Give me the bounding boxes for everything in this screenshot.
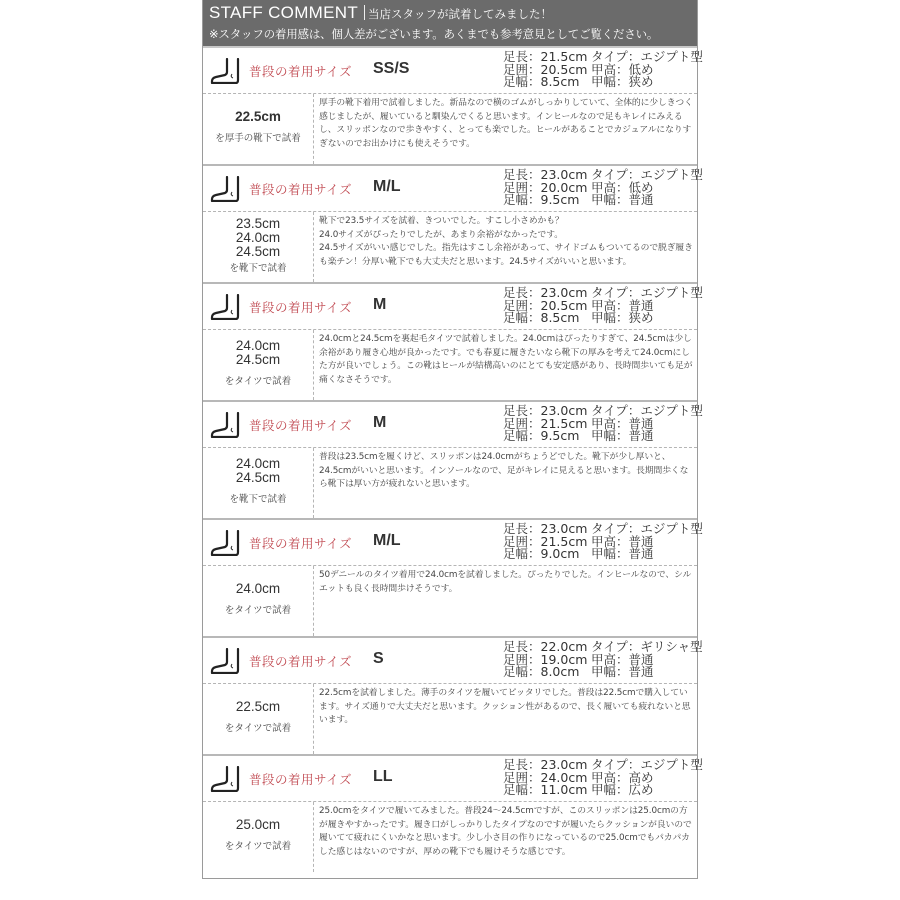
foot-type: タイプ：エジプト型: [591, 521, 703, 536]
tried-note: を靴下で試着: [229, 494, 287, 505]
staff-comment-text: 22.5cmを試着しました。薄手のタイツを履いてピッタリでした。普段は22.5cmで購入しています。サイズ通りで大丈夫だと思います。クッション性があるので、長く履いても疲れないと思います。: [313, 684, 697, 754]
foot-girth: 足囲：20.0cm: [503, 179, 588, 195]
tried-sizes: [203, 448, 313, 518]
foot-width: 足幅：8.5cm: [503, 74, 580, 89]
instep-height: 甲高：低め: [591, 61, 654, 77]
instep-width: 甲幅：普通: [591, 192, 654, 207]
instep-width: 甲幅：狭め: [591, 310, 654, 325]
usual-size-label: 普段の着用サイズ: [249, 300, 353, 315]
entry-header: [203, 402, 703, 448]
foot-specs: [503, 51, 703, 89]
foot-type: タイプ：エジプト型: [591, 403, 703, 418]
foot-specs: [503, 169, 703, 207]
foot-girth: 足囲：21.5cm: [503, 533, 588, 549]
foot-type: タイプ：エジプト型: [591, 167, 703, 182]
header-subtitle: 当店スタッフが試着してみました！: [368, 7, 553, 21]
instep-width: 甲幅：普通: [591, 546, 654, 561]
entry-body: [203, 330, 697, 400]
usual-size-label: 普段の着用サイズ: [249, 536, 353, 551]
entry-header: [203, 520, 703, 566]
staff-comment-header: [203, 0, 697, 46]
tried-note: をタイツで試着: [224, 723, 292, 734]
instep-height: 甲高：普通: [591, 297, 654, 313]
foot-type: タイプ：ギリシャ型: [591, 639, 703, 654]
instep-width: 甲幅：普通: [591, 664, 654, 679]
tried-note: を靴下で試着: [229, 262, 287, 274]
tried-size: 25.0cm: [235, 817, 281, 832]
staff-entry: [203, 636, 703, 754]
entry-body: [203, 684, 697, 754]
entry-header: [203, 284, 703, 330]
tried-size: 24.0cm: [235, 338, 281, 353]
foot-length: 足長：23.0cm: [503, 167, 588, 182]
foot-specs: [503, 641, 703, 679]
foot-specs: [503, 287, 703, 325]
usual-size-value: S: [373, 650, 384, 667]
instep-width: 甲幅：狭め: [591, 74, 654, 89]
usual-size-label: 普段の着用サイズ: [249, 654, 353, 669]
header-disclaimer: ※スタッフの着用感は、個人差がございます。あくまでも参考意見としてご覧ください。: [209, 27, 659, 41]
staff-comment-text: 靴下で23.5サイズを試着、きついでした。すこし小さめかも？ 24.0サイズがぴったりでしたが、あまり余裕がなかったです。 24.5サイズがいい感じでした。指先はすこし余裕があって、サイドゴムもついてるので脱ぎ履きも楽チン！分厚い靴下でも大丈夫だと思います。24.5サイズがいいと思います。: [313, 212, 697, 282]
instep-height: 甲高：普通: [591, 651, 654, 667]
entry-body: [203, 94, 697, 164]
tried-note: を厚手の靴下で試着: [215, 133, 301, 144]
entry-body: [203, 212, 697, 282]
tried-size: 24.0cm: [235, 456, 281, 471]
tried-sizes: [203, 94, 313, 164]
instep-height: 甲高：普通: [591, 533, 654, 549]
tried-note: をタイツで試着: [224, 841, 292, 852]
tried-sizes: [203, 802, 313, 872]
staff-entry: [203, 518, 703, 636]
foot-width: 足幅：11.0cm: [503, 782, 588, 797]
instep-height: 甲高：高め: [591, 769, 654, 785]
foot-icon: [210, 176, 240, 202]
foot-length: 足長：22.0cm: [503, 639, 588, 654]
foot-type: タイプ：エジプト型: [591, 757, 703, 772]
foot-width: 足幅：8.0cm: [503, 664, 580, 679]
foot-length: 足長：23.0cm: [503, 285, 588, 300]
foot-specs: [503, 405, 703, 443]
tried-sizes: [203, 684, 313, 754]
staff-comment-text: 厚手の靴下着用で試着しました。新品なので横のゴムがしっかりしていて、全体的に少しきつく感じましたが、履いていると馴染んでくると思います。インヒールなので足もキレイにみえるし、スリッポンなので歩きやすく、とっても楽でした。ヒールがあることでカジュアルになりすぎないのでお出かけにも使えそうです。: [313, 94, 697, 164]
foot-type: タイプ：エジプト型: [591, 285, 703, 300]
foot-width: 足幅：8.5cm: [503, 310, 580, 325]
foot-specs: [503, 759, 703, 797]
entry-body: [203, 448, 697, 518]
foot-icon: [210, 648, 240, 674]
foot-length: 足長：23.0cm: [503, 403, 588, 418]
instep-width: 甲幅：広め: [591, 782, 654, 797]
usual-size-value: M/L: [373, 178, 401, 195]
usual-size-label: 普段の着用サイズ: [249, 182, 353, 197]
staff-comment-text: 50デニールのタイツ着用で24.0cmを試着しました。ぴったりでした。インヒールなので、シルエットも良く長時間歩けそうです。: [313, 566, 697, 636]
tried-sizes: [203, 566, 313, 636]
tried-size: 24.0cm: [235, 229, 281, 245]
tried-note: をタイツで試着: [224, 376, 292, 387]
usual-size-value: M: [373, 296, 387, 313]
staff-comment-text: 24.0cmと24.5cmを裏起毛タイツで試着しました。24.0cmはぴったりすぎて、24.5cmは少し余裕があり履き心地が良かったです。でも春夏に履きたいなら靴下の厚みを考えて24.0cmにした方が良いでしょう。この靴はヒールが結構高いのにとても安定感があり、長時間歩いても足が痛くなさそうです。: [313, 330, 697, 400]
usual-size-label: 普段の着用サイズ: [249, 418, 353, 433]
tried-size: 22.5cm: [235, 699, 281, 714]
tried-size: 24.5cm: [235, 470, 281, 485]
foot-icon: [210, 766, 240, 792]
header-divider: [364, 5, 365, 20]
entry-body: [203, 566, 697, 636]
tried-note: をタイツで試着: [224, 605, 292, 616]
entry-header: [203, 48, 703, 94]
tried-size: 24.5cm: [235, 352, 281, 367]
foot-icon: [210, 58, 240, 84]
foot-girth: 足囲：20.5cm: [503, 61, 588, 77]
instep-height: 甲高：低め: [591, 179, 654, 195]
staff-entry: [203, 400, 703, 518]
staff-entry: [203, 164, 703, 282]
entry-header: [203, 756, 703, 802]
foot-width: 足幅：9.5cm: [503, 428, 580, 443]
usual-size-value: LL: [373, 768, 393, 785]
foot-length: 足長：21.5cm: [503, 49, 588, 64]
staff-comment-panel: [202, 0, 703, 879]
foot-girth: 足囲：24.0cm: [503, 769, 588, 785]
foot-specs: [503, 523, 703, 561]
staff-comment-text: 普段は23.5cmを履くけど、スリッポンは24.0cmがちょうどでした。靴下が少し厚いと、24.5cmがいいと思います。インソールなので、足がキレイに見えると思います。長期間歩くなら靴下は厚い方が疲れないと思います。: [313, 448, 697, 518]
foot-icon: [210, 412, 240, 438]
entry-body: [203, 802, 697, 872]
usual-size-label: 普段の着用サイズ: [249, 64, 353, 79]
usual-size-value: M: [373, 414, 387, 431]
staff-entry: [203, 46, 703, 164]
staff-entry: [203, 754, 703, 872]
tried-size: 24.0cm: [235, 581, 281, 596]
instep-height: 甲高：普通: [591, 415, 654, 431]
foot-girth: 足囲：20.5cm: [503, 297, 588, 313]
usual-size-value: SS/S: [373, 60, 410, 77]
tried-size: 24.5cm: [235, 243, 281, 259]
entry-header: [203, 638, 703, 684]
tried-sizes: [203, 212, 313, 282]
staff-entry: [203, 282, 703, 400]
foot-width: 足幅：9.0cm: [503, 546, 580, 561]
foot-type: タイプ：エジプト型: [591, 49, 703, 64]
entries-list: [203, 46, 703, 872]
foot-length: 足長：23.0cm: [503, 757, 588, 772]
staff-comment-text: 25.0cmをタイツで履いてみました。普段24〜24.5cmですが、このスリッポンは25.0cmの方が履きやすかったです。履き口がしっかりしたタイプなのですが履いたらクッションが良いので履いてて疲れにくいかなと思います。少し小さ目の作りになっているので25.0cmでもパカパカした感じはないのですが、厚めの靴下でも履けそうな感じです。: [313, 802, 697, 872]
foot-girth: 足囲：21.5cm: [503, 415, 588, 431]
tried-size: 22.5cm: [235, 109, 281, 124]
usual-size-value: M/L: [373, 532, 401, 549]
foot-icon: [210, 530, 240, 556]
foot-width: 足幅：9.5cm: [503, 192, 580, 207]
header-title: STAFF COMMENT: [209, 3, 359, 22]
tried-sizes: [203, 330, 313, 400]
foot-length: 足長：23.0cm: [503, 521, 588, 536]
entry-header: [203, 166, 703, 212]
tried-size: 23.5cm: [235, 215, 281, 231]
foot-icon: [210, 294, 240, 320]
instep-width: 甲幅：普通: [591, 428, 654, 443]
usual-size-label: 普段の着用サイズ: [249, 772, 353, 787]
foot-girth: 足囲：19.0cm: [503, 651, 588, 667]
